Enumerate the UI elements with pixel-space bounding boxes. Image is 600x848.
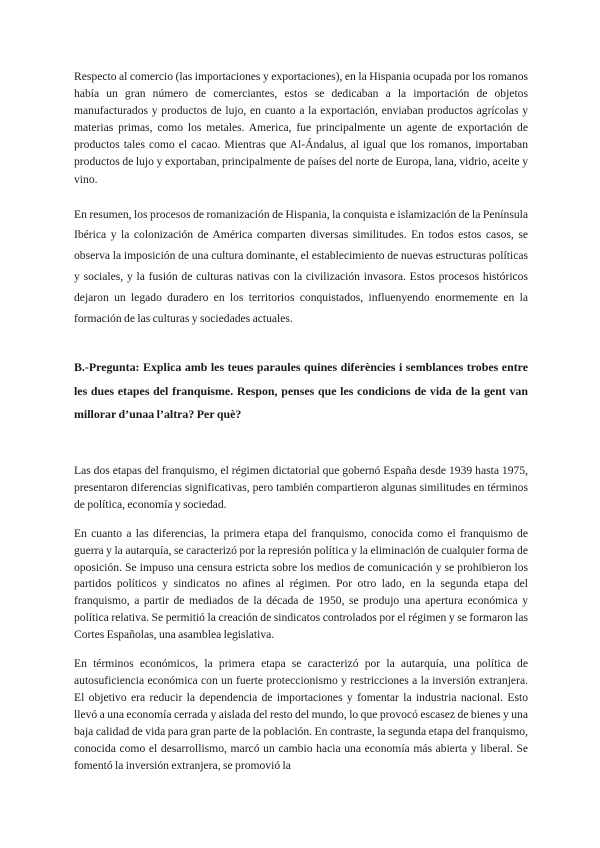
paragraph-differences: En cuanto a las diferencias, la primera etapa del franquismo, conocida como el franquismo de guerra y la autarquía, se caracterizó por la represión política y la eliminación de cualquier forma de oposición. Se impuso una censura estricta sobre los medios de comunicación y se prohibieron los partidos políticos y sindicatos no afines al régimen. Por otro lado, en la segunda etapa del franquismo, a partir de mediados de la década de 1950, se produjo una apertura económica y política relativa. Se permitió la creación de sindicatos controlados por el régimen y se formaron las Cortes Españolas, una asamblea legislativa. bbox=[74, 526, 528, 642]
document-page bbox=[74, 68, 528, 774]
paragraph-intro: Las dos etapas del franquismo, el régimen dictatorial que gobernó España desde 1939 hasta 1975, presentaron diferencias significativas, pero también compartieron algunas similitudes en términos de política, economía y sociedad. bbox=[74, 464, 528, 511]
paragraph-economy: En términos económicos, la primera etapa se caracterizó por la autarquía, una política de autosuficiencia económica con un fuerte proteccionismo y restricciones a la inversión extranjera. El objetivo era reducir la dependencia de importaciones y fomentar la industria nacional. Esto llevó a una economía cerrada y aislada del resto del mundo, lo que provocó escasez de bienes y una baja calidad de vida para gran parte de la población. En contraste, la segunda etapa del franquismo, conocida como el desarrollismo, marcó un cambio hacia una economía más abierta y liberal. Se fomentó la inversión extranjera, se promovió la bbox=[74, 657, 528, 772]
paragraph-summary: En resumen, los procesos de romanización de Hispania, la conquista e islamización de la Península Ibérica y la colonización de América comparten diversas similitudes. En todos estos casos, se observa la imposición de una cultura dominante, el establecimiento de nuevas estructuras políticas y sociales, y la fusión de culturas nativas con la civilización invasora. Estos procesos históricos dejaron un legado duradero en los territorios conquistados, influenyendo enormemente en la formación de las culturas y sociedades actuales. bbox=[74, 207, 528, 325]
paragraph-commerce: Respecto al comercio (las importaciones y exportaciones), en la Hispania ocupada por los romanos había un gran número de comerciantes, estos se dedicaban a la importación de objetos manufacturados y productos de lujo, en cuanto a la exportación, enviaban productos agrícolas y materias primas, como los metales. America, fue principalmente un agente de exportación de productos tales como el cacao. Mientras que Al-Ándalus, al igual que los romanos, importaban productos de lujo y exportaban, principalmente de países del norte de Europa, lana, vidrio, aceite y vino. bbox=[74, 70, 528, 186]
question-heading: B.-Pregunta: Explica amb les teues paraules quines diferències i semblances trobes entre les dues etapes del franquisme. Respon, penses que les condicions de vida de la gent van millorar d’unaa l’altra? Per què? bbox=[74, 360, 528, 421]
